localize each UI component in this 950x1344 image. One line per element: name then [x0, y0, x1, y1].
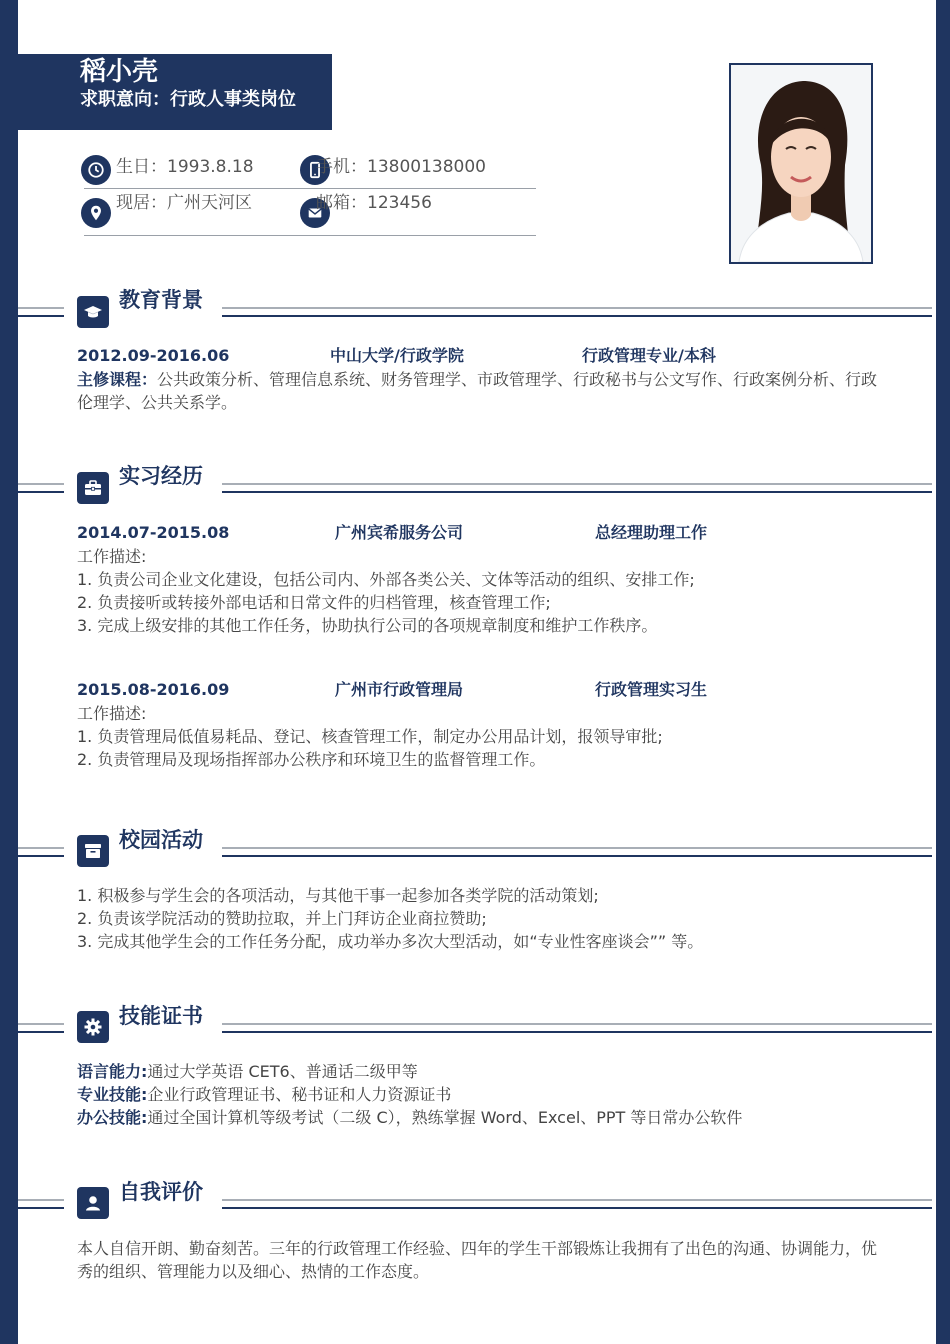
edu-school: 中山大学/行政学院	[330, 346, 464, 365]
courses-text: 公共政策分析、管理信息系统、财务管理学、市政管理学、行政秘书与公文写作、行政案例分析、行政伦理学、公共关系学。	[77, 370, 878, 412]
job-date: 2015.08-2016.09	[77, 680, 230, 699]
skill-text: 通过大学英语 CET6、普通话二级甲等	[147, 1062, 418, 1081]
section-rule	[18, 855, 64, 857]
section-title-skills: 技能证书	[119, 1004, 203, 1028]
section-rule	[222, 847, 932, 849]
birth-date: 生日：1993.8.18	[116, 157, 254, 177]
job-company: 广州宾希服务公司	[335, 523, 464, 542]
section-rule	[18, 847, 64, 849]
campus-item: 2. 负责该学院活动的赞助拉取，并上门拜访企业商拉赞助;	[77, 909, 487, 928]
skill-row	[77, 1106, 742, 1129]
section-title-campus: 校园活动	[119, 828, 203, 852]
archive-box-icon	[77, 835, 109, 867]
info-divider	[84, 235, 536, 236]
section-rule	[18, 1023, 64, 1025]
section-rule	[18, 491, 64, 493]
job-desc-item: 1. 负责公司企业文化建设，包括公司内、外部各类公关、文体等活动的组织、安排工作;	[77, 570, 695, 589]
section-rule	[18, 1199, 64, 1201]
job-role: 行政管理实习生	[595, 680, 708, 699]
user-icon	[77, 1187, 109, 1219]
edu-date: 2012.09-2016.06	[77, 346, 230, 365]
skill-label: 专业技能:	[77, 1085, 148, 1104]
residence: 现居：广州天河区	[116, 193, 252, 213]
section-title-internship: 实习经历	[119, 464, 203, 488]
campus-item: 1. 积极参与学生会的各项活动，与其他干事一起参加各类学院的活动策划;	[77, 886, 599, 905]
left-accent-bar	[0, 0, 18, 1344]
graduation-cap-icon	[77, 296, 109, 328]
skill-text: 企业行政管理证书、秘书证和人力资源证书	[147, 1085, 452, 1104]
section-rule	[222, 307, 932, 309]
section-rule	[18, 315, 64, 317]
job-desc-item: 2. 负责管理局及现场指挥部办公秩序和环境卫生的监督管理工作。	[77, 750, 546, 769]
gear-icon	[77, 1011, 109, 1043]
job-intent: 求职意向：行政人事类岗位	[80, 89, 296, 110]
skill-row	[77, 1060, 418, 1083]
section-rule	[222, 315, 932, 317]
section-rule	[222, 491, 932, 493]
job-desc-label: 工作描述:	[77, 704, 147, 723]
section-title-education: 教育背景	[119, 288, 203, 312]
self-evaluation-text: 本人自信开朗、勤奋刻苦。三年的行政管理工作经验、四年的学生干部锻炼让我拥有了出色的沟通、协调能力，优秀的组织、管理能力以及细心、热情的工作态度。	[77, 1239, 878, 1281]
section-rule	[18, 1207, 64, 1209]
info-divider	[84, 188, 536, 189]
clock-icon	[81, 155, 111, 185]
job-desc-item: 3. 完成上级安排的其他工作任务，协助执行公司的各项规章制度和维护工作秩序。	[77, 616, 658, 635]
applicant-name: 稻小壳	[80, 57, 159, 87]
section-rule	[222, 1031, 932, 1033]
skill-label: 语言能力:	[77, 1062, 148, 1081]
section-rule	[222, 1199, 932, 1201]
section-title-self: 自我评价	[119, 1180, 203, 1204]
edu-courses	[77, 368, 887, 414]
phone-number[interactable]: 手机：13800138000	[316, 157, 486, 177]
campus-item: 3. 完成其他学生会的工作任务分配，成功举办多次大型活动，如“专业性客座谈会”” 等。	[77, 932, 704, 951]
courses-label: 主修课程：	[77, 370, 158, 389]
skill-row	[77, 1083, 451, 1106]
job-date: 2014.07-2015.08	[77, 523, 230, 542]
skill-text: 通过全国计算机等级考试（二级 C），熟练掌握 Word、Excel、PPT 等日常办公软件	[147, 1108, 743, 1127]
edu-major: 行政管理专业/本科	[582, 346, 716, 365]
briefcase-icon	[77, 472, 109, 504]
section-rule	[18, 1031, 64, 1033]
section-rule	[222, 855, 932, 857]
section-rule	[222, 1023, 932, 1025]
job-desc-item: 2. 负责接听或转接外部电话和日常文件的归档管理，核查管理工作;	[77, 593, 551, 612]
skill-label: 办公技能:	[77, 1108, 148, 1127]
section-rule	[222, 1207, 932, 1209]
section-rule	[18, 307, 64, 309]
email[interactable]: 邮箱：123456	[316, 193, 432, 213]
section-rule	[222, 483, 932, 485]
job-desc-label: 工作描述:	[77, 547, 147, 566]
job-desc-item: 1. 负责管理局低值易耗品、登记、核查管理工作，制定办公用品计划，报领导审批;	[77, 727, 663, 746]
location-pin-icon	[81, 198, 111, 228]
section-rule	[18, 483, 64, 485]
profile-photo	[729, 63, 873, 264]
right-accent-bar	[936, 0, 950, 1344]
name-banner	[18, 54, 332, 130]
job-role: 总经理助理工作	[595, 523, 708, 542]
job-company: 广州市行政管理局	[335, 680, 464, 699]
